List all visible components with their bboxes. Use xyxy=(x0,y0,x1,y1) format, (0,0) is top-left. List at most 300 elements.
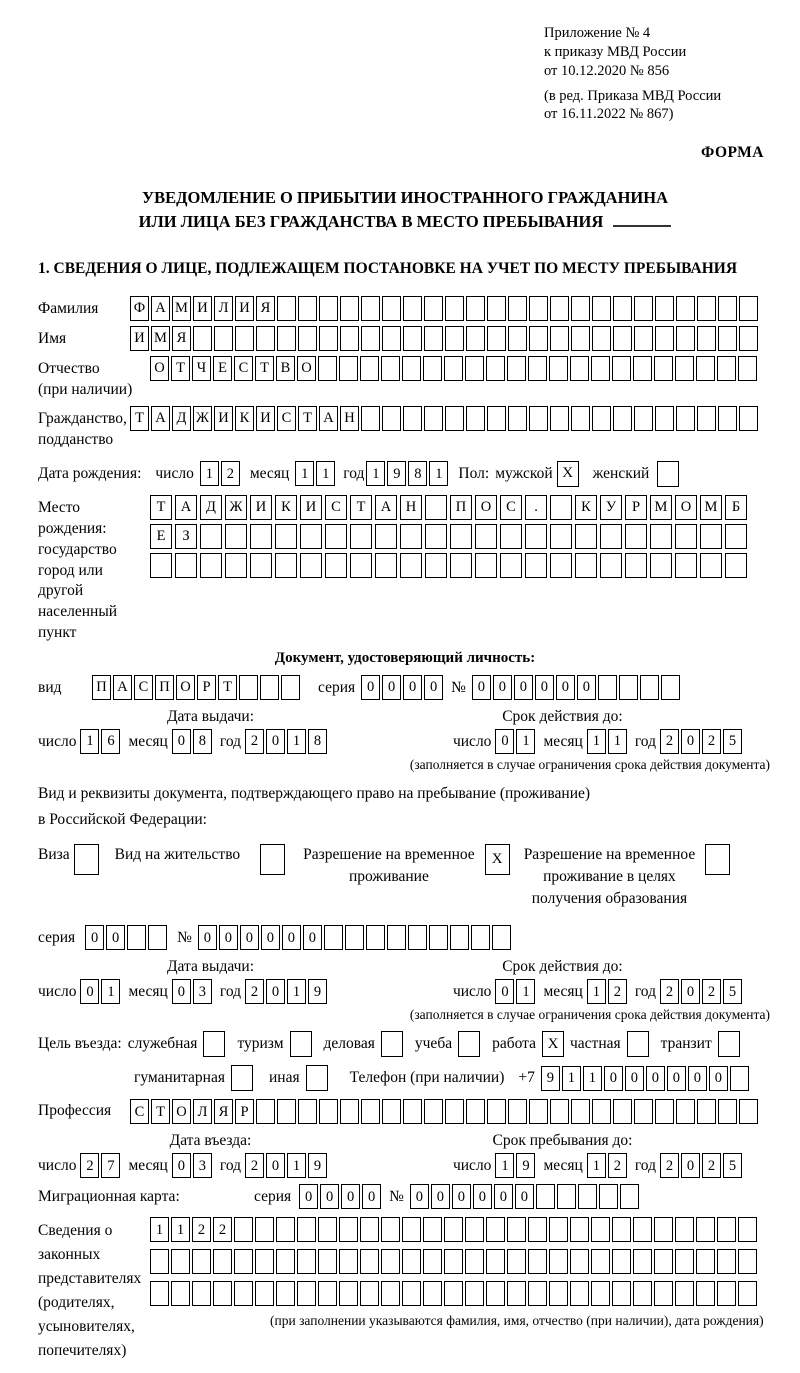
char-box[interactable] xyxy=(725,553,747,578)
char-box[interactable]: И xyxy=(130,326,149,351)
char-box[interactable]: Т xyxy=(150,495,172,520)
char-box[interactable]: 2 xyxy=(660,1153,679,1178)
purpose-official-checkbox[interactable] xyxy=(203,1031,225,1057)
char-box[interactable] xyxy=(738,1281,757,1306)
char-box[interactable]: 2 xyxy=(702,979,721,1004)
char-box[interactable] xyxy=(655,1099,674,1124)
char-box[interactable] xyxy=(475,553,497,578)
char-box[interactable] xyxy=(255,1217,274,1242)
char-box[interactable] xyxy=(528,356,547,381)
char-box[interactable] xyxy=(549,356,568,381)
char-box[interactable] xyxy=(697,406,716,431)
char-box[interactable]: О xyxy=(675,495,697,520)
char-box[interactable] xyxy=(381,1249,400,1274)
char-box[interactable]: Б xyxy=(725,495,747,520)
char-box[interactable] xyxy=(487,406,506,431)
char-box[interactable] xyxy=(508,406,527,431)
char-box[interactable] xyxy=(650,524,672,549)
char-box[interactable]: 2 xyxy=(245,979,264,1004)
char-box[interactable]: К xyxy=(235,406,254,431)
sex-male-checkbox[interactable]: X xyxy=(557,461,579,487)
purpose-tourism-checkbox[interactable] xyxy=(290,1031,312,1057)
char-box[interactable] xyxy=(277,296,296,321)
char-box[interactable] xyxy=(633,1217,652,1242)
char-box[interactable]: 2 xyxy=(660,979,679,1004)
char-box[interactable] xyxy=(402,1281,421,1306)
char-box[interactable] xyxy=(738,1217,757,1242)
char-box[interactable] xyxy=(528,1249,547,1274)
char-box[interactable] xyxy=(200,553,222,578)
char-box[interactable]: 9 xyxy=(541,1066,560,1091)
char-box[interactable]: 0 xyxy=(85,925,104,950)
char-box[interactable]: 0 xyxy=(266,979,285,1004)
char-box[interactable] xyxy=(550,296,569,321)
char-box[interactable] xyxy=(487,1099,506,1124)
char-box[interactable] xyxy=(717,1281,736,1306)
char-box[interactable] xyxy=(507,1249,526,1274)
char-box[interactable] xyxy=(591,1217,610,1242)
char-box[interactable]: 0 xyxy=(681,729,700,754)
char-box[interactable]: 2 xyxy=(608,979,627,1004)
char-box[interactable] xyxy=(171,1249,190,1274)
char-box[interactable] xyxy=(423,1281,442,1306)
char-box[interactable] xyxy=(345,925,364,950)
char-box[interactable] xyxy=(697,296,716,321)
char-box[interactable] xyxy=(654,356,673,381)
char-box[interactable] xyxy=(276,1249,295,1274)
char-box[interactable] xyxy=(591,356,610,381)
char-box[interactable] xyxy=(466,1099,485,1124)
purpose-study-checkbox[interactable] xyxy=(458,1031,480,1057)
char-box[interactable] xyxy=(318,1249,337,1274)
char-box[interactable] xyxy=(260,675,279,700)
char-box[interactable] xyxy=(634,326,653,351)
char-box[interactable]: 1 xyxy=(587,1153,606,1178)
char-box[interactable] xyxy=(150,1281,169,1306)
char-box[interactable] xyxy=(549,1249,568,1274)
char-box[interactable] xyxy=(634,296,653,321)
char-box[interactable] xyxy=(319,296,338,321)
char-box[interactable] xyxy=(255,1249,274,1274)
char-box[interactable] xyxy=(465,1217,484,1242)
char-box[interactable] xyxy=(675,553,697,578)
purpose-private-checkbox[interactable] xyxy=(627,1031,649,1057)
char-box[interactable]: 0 xyxy=(473,1184,492,1209)
char-box[interactable]: 0 xyxy=(172,979,191,1004)
char-box[interactable]: 1 xyxy=(562,1066,581,1091)
char-box[interactable]: 8 xyxy=(308,729,327,754)
char-box[interactable]: 2 xyxy=(213,1217,232,1242)
char-box[interactable] xyxy=(675,356,694,381)
char-box[interactable] xyxy=(361,326,380,351)
char-box[interactable]: И xyxy=(300,495,322,520)
char-box[interactable] xyxy=(127,925,146,950)
char-box[interactable] xyxy=(529,406,548,431)
char-box[interactable] xyxy=(444,1217,463,1242)
char-box[interactable] xyxy=(549,1217,568,1242)
char-box[interactable] xyxy=(277,1099,296,1124)
char-box[interactable]: А xyxy=(151,296,170,321)
purpose-work-checkbox[interactable]: X xyxy=(542,1031,564,1057)
char-box[interactable] xyxy=(192,1281,211,1306)
char-box[interactable] xyxy=(381,1217,400,1242)
char-box[interactable] xyxy=(450,553,472,578)
char-box[interactable] xyxy=(528,1217,547,1242)
char-box[interactable] xyxy=(536,1184,555,1209)
char-box[interactable] xyxy=(696,1249,715,1274)
char-box[interactable]: Ж xyxy=(225,495,247,520)
char-box[interactable]: 1 xyxy=(295,461,314,486)
char-box[interactable] xyxy=(424,1099,443,1124)
char-box[interactable]: И xyxy=(193,296,212,321)
char-box[interactable]: К xyxy=(575,495,597,520)
char-box[interactable]: 8 xyxy=(193,729,212,754)
char-box[interactable]: Т xyxy=(350,495,372,520)
char-box[interactable] xyxy=(700,524,722,549)
char-box[interactable]: О xyxy=(297,356,316,381)
char-box[interactable] xyxy=(382,326,401,351)
char-box[interactable]: 0 xyxy=(709,1066,728,1091)
char-box[interactable]: 1 xyxy=(101,979,120,1004)
char-box[interactable] xyxy=(297,1249,316,1274)
char-box[interactable] xyxy=(613,296,632,321)
char-box[interactable] xyxy=(550,1099,569,1124)
char-box[interactable]: 0 xyxy=(625,1066,644,1091)
char-box[interactable] xyxy=(193,326,212,351)
char-box[interactable] xyxy=(599,1184,618,1209)
char-box[interactable]: Т xyxy=(218,675,237,700)
char-box[interactable] xyxy=(444,356,463,381)
char-box[interactable]: 2 xyxy=(192,1217,211,1242)
char-box[interactable] xyxy=(717,1217,736,1242)
char-box[interactable]: 1 xyxy=(516,979,535,1004)
char-box[interactable] xyxy=(382,1099,401,1124)
char-box[interactable] xyxy=(655,296,674,321)
char-box[interactable]: 0 xyxy=(452,1184,471,1209)
residence-permit-checkbox[interactable] xyxy=(260,844,285,875)
char-box[interactable] xyxy=(475,524,497,549)
char-box[interactable] xyxy=(325,524,347,549)
char-box[interactable] xyxy=(381,1281,400,1306)
char-box[interactable]: 0 xyxy=(362,1184,381,1209)
char-box[interactable] xyxy=(486,1249,505,1274)
char-box[interactable] xyxy=(361,406,380,431)
char-box[interactable] xyxy=(425,553,447,578)
char-box[interactable]: 1 xyxy=(171,1217,190,1242)
char-box[interactable]: С xyxy=(500,495,522,520)
char-box[interactable]: Н xyxy=(400,495,422,520)
char-box[interactable]: Т xyxy=(151,1099,170,1124)
char-box[interactable] xyxy=(492,925,511,950)
char-box[interactable] xyxy=(718,326,737,351)
char-box[interactable] xyxy=(382,296,401,321)
char-box[interactable] xyxy=(387,925,406,950)
char-box[interactable] xyxy=(255,1281,274,1306)
char-box[interactable] xyxy=(339,1281,358,1306)
char-box[interactable] xyxy=(350,553,372,578)
char-box[interactable] xyxy=(150,1249,169,1274)
char-box[interactable] xyxy=(696,356,715,381)
char-box[interactable] xyxy=(425,495,447,520)
char-box[interactable] xyxy=(465,1281,484,1306)
char-box[interactable] xyxy=(148,925,167,950)
char-box[interactable] xyxy=(150,553,172,578)
char-box[interactable] xyxy=(360,1249,379,1274)
char-box[interactable] xyxy=(591,1249,610,1274)
char-box[interactable] xyxy=(402,1217,421,1242)
char-box[interactable] xyxy=(697,326,716,351)
char-box[interactable] xyxy=(300,553,322,578)
char-box[interactable] xyxy=(612,1249,631,1274)
char-box[interactable]: 6 xyxy=(101,729,120,754)
char-box[interactable]: 0 xyxy=(493,675,512,700)
char-box[interactable]: 8 xyxy=(408,461,427,486)
char-box[interactable] xyxy=(424,406,443,431)
char-box[interactable] xyxy=(408,925,427,950)
char-box[interactable]: 2 xyxy=(702,1153,721,1178)
char-box[interactable] xyxy=(650,553,672,578)
char-box[interactable] xyxy=(450,925,469,950)
purpose-humanitarian-checkbox[interactable] xyxy=(231,1065,253,1091)
char-box[interactable]: Л xyxy=(214,296,233,321)
char-box[interactable]: 0 xyxy=(688,1066,707,1091)
char-box[interactable]: 0 xyxy=(299,1184,318,1209)
char-box[interactable] xyxy=(613,1099,632,1124)
char-box[interactable] xyxy=(600,553,622,578)
char-box[interactable] xyxy=(277,326,296,351)
char-box[interactable]: М xyxy=(151,326,170,351)
char-box[interactable]: Я xyxy=(214,1099,233,1124)
char-box[interactable] xyxy=(424,326,443,351)
char-box[interactable] xyxy=(550,524,572,549)
char-box[interactable] xyxy=(675,524,697,549)
char-box[interactable] xyxy=(403,326,422,351)
char-box[interactable] xyxy=(234,1217,253,1242)
char-box[interactable]: 0 xyxy=(410,1184,429,1209)
char-box[interactable] xyxy=(578,1184,597,1209)
char-box[interactable] xyxy=(525,524,547,549)
char-box[interactable] xyxy=(281,675,300,700)
temp-residence-checkbox[interactable]: X xyxy=(485,844,510,875)
char-box[interactable] xyxy=(361,1099,380,1124)
char-box[interactable]: 0 xyxy=(361,675,380,700)
char-box[interactable] xyxy=(400,553,422,578)
char-box[interactable] xyxy=(300,524,322,549)
char-box[interactable]: 1 xyxy=(150,1217,169,1242)
char-box[interactable] xyxy=(366,925,385,950)
char-box[interactable]: 3 xyxy=(193,1153,212,1178)
char-box[interactable] xyxy=(675,1217,694,1242)
char-box[interactable]: М xyxy=(172,296,191,321)
char-box[interactable]: Р xyxy=(197,675,216,700)
char-box[interactable] xyxy=(634,406,653,431)
char-box[interactable] xyxy=(625,524,647,549)
char-box[interactable] xyxy=(423,1249,442,1274)
char-box[interactable] xyxy=(192,1249,211,1274)
char-box[interactable] xyxy=(571,326,590,351)
char-box[interactable]: С xyxy=(277,406,296,431)
char-box[interactable] xyxy=(570,1217,589,1242)
char-box[interactable]: 1 xyxy=(429,461,448,486)
char-box[interactable] xyxy=(403,296,422,321)
char-box[interactable] xyxy=(340,296,359,321)
char-box[interactable] xyxy=(234,1281,253,1306)
char-box[interactable] xyxy=(339,1249,358,1274)
char-box[interactable]: 2 xyxy=(80,1153,99,1178)
char-box[interactable]: С xyxy=(234,356,253,381)
char-box[interactable]: М xyxy=(700,495,722,520)
char-box[interactable]: Д xyxy=(172,406,191,431)
char-box[interactable] xyxy=(400,524,422,549)
char-box[interactable] xyxy=(718,406,737,431)
char-box[interactable] xyxy=(730,1066,749,1091)
char-box[interactable]: 3 xyxy=(193,979,212,1004)
char-box[interactable] xyxy=(529,326,548,351)
char-box[interactable]: Н xyxy=(340,406,359,431)
char-box[interactable]: Т xyxy=(130,406,149,431)
char-box[interactable] xyxy=(339,1217,358,1242)
char-box[interactable]: 2 xyxy=(608,1153,627,1178)
char-box[interactable]: П xyxy=(92,675,111,700)
purpose-other-checkbox[interactable] xyxy=(306,1065,328,1091)
char-box[interactable] xyxy=(575,524,597,549)
char-box[interactable] xyxy=(318,1281,337,1306)
char-box[interactable] xyxy=(557,1184,576,1209)
char-box[interactable]: О xyxy=(176,675,195,700)
char-box[interactable] xyxy=(256,326,275,351)
char-box[interactable] xyxy=(350,524,372,549)
char-box[interactable] xyxy=(592,296,611,321)
char-box[interactable] xyxy=(592,326,611,351)
char-box[interactable] xyxy=(429,925,448,950)
char-box[interactable]: Р xyxy=(235,1099,254,1124)
char-box[interactable]: Т xyxy=(298,406,317,431)
char-box[interactable]: З xyxy=(175,524,197,549)
char-box[interactable]: С xyxy=(134,675,153,700)
char-box[interactable] xyxy=(529,1099,548,1124)
char-box[interactable] xyxy=(465,1249,484,1274)
char-box[interactable] xyxy=(445,296,464,321)
char-box[interactable]: 0 xyxy=(556,675,575,700)
char-box[interactable] xyxy=(381,356,400,381)
char-box[interactable]: 1 xyxy=(316,461,335,486)
char-box[interactable] xyxy=(297,1217,316,1242)
char-box[interactable] xyxy=(361,296,380,321)
char-box[interactable]: К xyxy=(275,495,297,520)
char-box[interactable] xyxy=(529,296,548,321)
char-box[interactable]: 0 xyxy=(535,675,554,700)
char-box[interactable] xyxy=(424,296,443,321)
char-box[interactable] xyxy=(654,1249,673,1274)
char-box[interactable] xyxy=(507,1281,526,1306)
char-box[interactable]: 0 xyxy=(514,675,533,700)
char-box[interactable] xyxy=(171,1281,190,1306)
char-box[interactable]: 0 xyxy=(424,675,443,700)
char-box[interactable] xyxy=(654,1281,673,1306)
char-box[interactable] xyxy=(250,553,272,578)
char-box[interactable]: 5 xyxy=(723,729,742,754)
char-box[interactable]: 1 xyxy=(587,729,606,754)
char-box[interactable] xyxy=(382,406,401,431)
char-box[interactable]: С xyxy=(130,1099,149,1124)
char-box[interactable] xyxy=(717,356,736,381)
char-box[interactable] xyxy=(325,553,347,578)
char-box[interactable]: 1 xyxy=(516,729,535,754)
char-box[interactable] xyxy=(444,1281,463,1306)
char-box[interactable] xyxy=(613,406,632,431)
char-box[interactable]: 1 xyxy=(287,1153,306,1178)
char-box[interactable]: Л xyxy=(193,1099,212,1124)
char-box[interactable] xyxy=(508,326,527,351)
char-box[interactable]: О xyxy=(150,356,169,381)
char-box[interactable]: Т xyxy=(255,356,274,381)
char-box[interactable]: Е xyxy=(150,524,172,549)
char-box[interactable]: 0 xyxy=(577,675,596,700)
char-box[interactable] xyxy=(633,1249,652,1274)
char-box[interactable]: 0 xyxy=(341,1184,360,1209)
char-box[interactable] xyxy=(445,406,464,431)
char-box[interactable] xyxy=(340,326,359,351)
char-box[interactable]: 7 xyxy=(101,1153,120,1178)
char-box[interactable] xyxy=(425,524,447,549)
char-box[interactable]: В xyxy=(276,356,295,381)
char-box[interactable] xyxy=(718,296,737,321)
char-box[interactable]: П xyxy=(450,495,472,520)
char-box[interactable] xyxy=(508,296,527,321)
char-box[interactable]: 0 xyxy=(646,1066,665,1091)
char-box[interactable] xyxy=(612,1281,631,1306)
char-box[interactable] xyxy=(213,1249,232,1274)
char-box[interactable] xyxy=(402,1249,421,1274)
char-box[interactable] xyxy=(676,1099,695,1124)
char-box[interactable]: 2 xyxy=(221,461,240,486)
char-box[interactable]: А xyxy=(375,495,397,520)
char-box[interactable]: 0 xyxy=(266,729,285,754)
char-box[interactable]: 0 xyxy=(681,1153,700,1178)
char-box[interactable]: А xyxy=(319,406,338,431)
char-box[interactable] xyxy=(619,675,638,700)
char-box[interactable] xyxy=(655,406,674,431)
char-box[interactable] xyxy=(634,1099,653,1124)
char-box[interactable] xyxy=(340,1099,359,1124)
char-box[interactable] xyxy=(738,1249,757,1274)
char-box[interactable] xyxy=(465,356,484,381)
char-box[interactable] xyxy=(445,326,464,351)
char-box[interactable]: 0 xyxy=(266,1153,285,1178)
char-box[interactable]: 2 xyxy=(245,729,264,754)
char-box[interactable]: Д xyxy=(200,495,222,520)
char-box[interactable] xyxy=(739,296,758,321)
char-box[interactable]: А xyxy=(113,675,132,700)
char-box[interactable] xyxy=(571,406,590,431)
char-box[interactable]: 2 xyxy=(702,729,721,754)
char-box[interactable]: А xyxy=(151,406,170,431)
char-box[interactable] xyxy=(486,356,505,381)
char-box[interactable]: 0 xyxy=(172,729,191,754)
char-box[interactable] xyxy=(612,356,631,381)
char-box[interactable] xyxy=(319,326,338,351)
char-box[interactable]: 0 xyxy=(320,1184,339,1209)
char-box[interactable] xyxy=(696,1217,715,1242)
char-box[interactable]: Р xyxy=(625,495,647,520)
char-box[interactable] xyxy=(739,406,758,431)
char-box[interactable] xyxy=(466,406,485,431)
char-box[interactable] xyxy=(256,1099,275,1124)
char-box[interactable] xyxy=(402,356,421,381)
char-box[interactable] xyxy=(466,326,485,351)
char-box[interactable] xyxy=(318,356,337,381)
char-box[interactable] xyxy=(655,326,674,351)
